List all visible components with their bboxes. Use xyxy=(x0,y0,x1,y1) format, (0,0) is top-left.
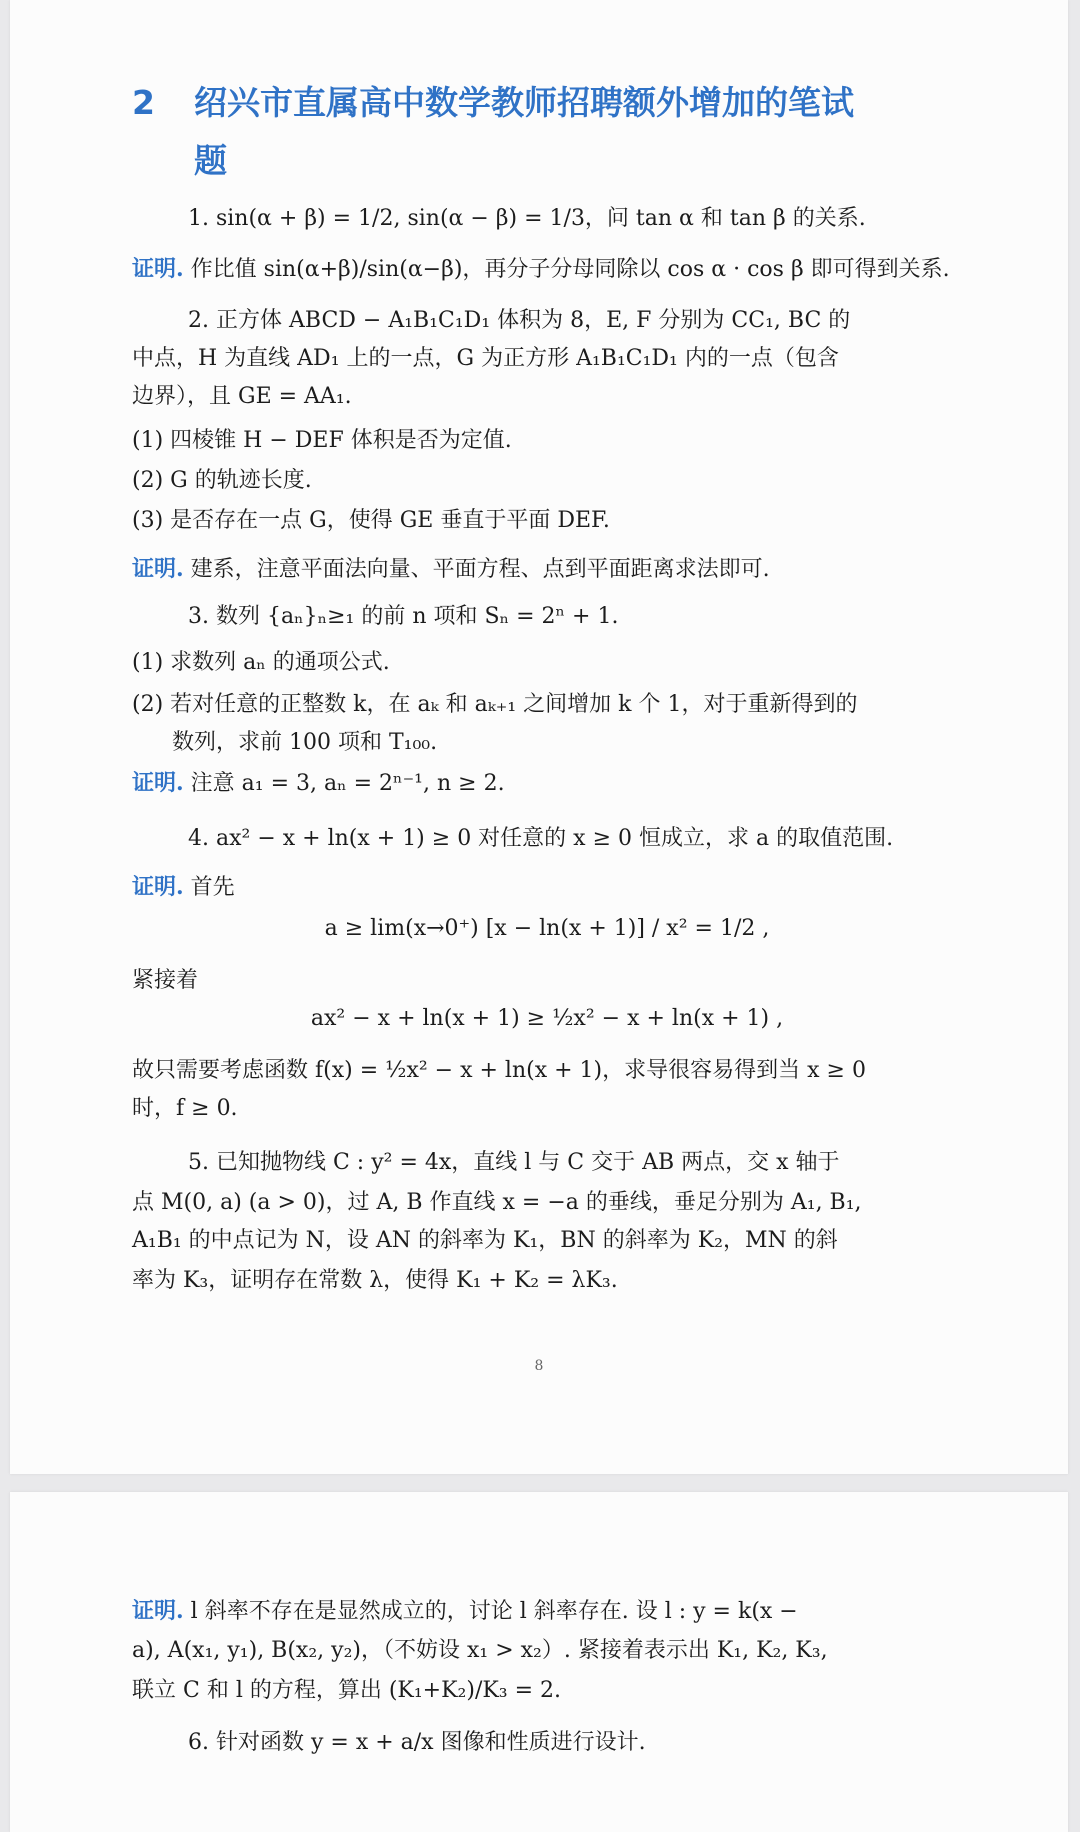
proof-3 xyxy=(132,768,962,799)
proof-1 xyxy=(132,254,962,285)
proof-label: 证明. xyxy=(132,256,184,282)
problem-3-line-1: 3. 数列 {aₙ}ₙ≥₁ 的前 n 项和 Sₙ = 2ⁿ + 1. xyxy=(188,604,619,629)
problem-2-line-3: 边界），且 GE = AA₁. xyxy=(132,384,352,409)
problem-2-line-1: 2. 正方体 ABCD − A₁B₁C₁D₁ 体积为 8，E, F 分别为 CC₁, BC 的 xyxy=(188,308,851,333)
proof-label: 证明. xyxy=(132,1598,184,1624)
proof-label: 证明. xyxy=(132,770,184,796)
proof-4-conclusion-line-2: 时，f ≥ 0. xyxy=(132,1096,238,1121)
proof-2 xyxy=(132,554,962,585)
problem-5-line-4: 率为 K₃，证明存在常数 λ，使得 K₁ + K₂ = λK₃. xyxy=(132,1268,618,1293)
equation-1: a ≥ lim(x→0⁺) [x − ln(x + 1)] / x² = 1/2 , xyxy=(324,916,770,941)
proof-5-line-2: a), A(x₁, y₁), B(x₂, y₂)，（不妨设 x₁ > x₂）. 紧接着表示出 K₁, K₂, K₃, xyxy=(132,1638,828,1663)
proof-5-line-1-text: l 斜率不存在是显然成立的，讨论 l 斜率存在. 设 l : y = k(x − xyxy=(190,1599,798,1624)
proof-4-then: 紧接着 xyxy=(132,968,199,993)
section-title-line-2: 题 xyxy=(194,141,227,180)
problem-3-question-1: (1) 求数列 aₙ 的通项公式. xyxy=(132,650,390,675)
proof-label: 证明. xyxy=(132,556,184,582)
proof-4-intro-text: 首先 xyxy=(190,875,235,900)
problem-3-question-2-line-2: 数列，求前 100 项和 T₁₀₀. xyxy=(172,730,438,755)
problem-3-question-2-line-1: (2) 若对任意的正整数 k，在 aₖ 和 aₖ₊₁ 之间增加 k 个 1，对于重新得到的 xyxy=(132,692,858,717)
problem-6: 6. 针对函数 y = x + a/x 图像和性质进行设计. xyxy=(188,1730,646,1755)
proof-2-text: 建系，注意平面法向量、平面方程、点到平面距离求法即可. xyxy=(190,557,770,582)
proof-1-text: 作比值 sin(α+β)/sin(α−β)，再分子分母同除以 cos α · cos β 即可得到关系. xyxy=(190,257,950,282)
problem-2-question-3: (3) 是否存在一点 G，使得 GE 垂直于平面 DEF. xyxy=(132,508,610,533)
proof-4-intro xyxy=(132,872,962,903)
document-page-2 xyxy=(10,1492,1068,1832)
problem-5-line-1: 5. 已知抛物线 C : y² = 4x，直线 l 与 C 交于 AB 两点，交 x 轴于 xyxy=(188,1150,840,1175)
problem-2-question-1: (1) 四棱锥 H − DEF 体积是否为定值. xyxy=(132,428,512,453)
problem-2-question-2: (2) G 的轨迹长度. xyxy=(132,468,312,493)
problem-2-line-2: 中点，H 为直线 AD₁ 上的一点，G 为正方形 A₁B₁C₁D₁ 内的一点（包含 xyxy=(132,346,839,371)
section-title-line-1: 绍兴市直属高中数学教师招聘额外增加的笔试 xyxy=(194,83,854,122)
document-page-1 xyxy=(10,0,1068,1474)
problem-5-line-2: 点 M(0, a) (a > 0)，过 A, B 作直线 x = −a 的垂线，垂足分别为 A₁, B₁, xyxy=(132,1190,862,1215)
problem-5-line-3: A₁B₁ 的中点记为 N，设 AN 的斜率为 K₁，BN 的斜率为 K₂，MN 的斜 xyxy=(132,1228,838,1253)
proof-4-conclusion-line-1: 故只需要考虑函数 f(x) = ½x² − x + ln(x + 1)，求导很容易得到当 x ≥ 0 xyxy=(132,1058,866,1083)
proof-label: 证明. xyxy=(132,874,184,900)
page-number: 8 xyxy=(534,1358,544,1374)
equation-2: ax² − x + ln(x + 1) ≥ ½x² − x + ln(x + 1) , xyxy=(310,1006,784,1031)
proof-3-text: 注意 a₁ = 3, aₙ = 2ⁿ⁻¹, n ≥ 2. xyxy=(190,771,505,796)
section-heading xyxy=(132,74,962,190)
proof-5-line-1 xyxy=(132,1596,962,1627)
proof-5-line-3: 联立 C 和 l 的方程，算出 (K₁+K₂)/K₃ = 2. xyxy=(132,1678,562,1703)
section-number: 2 xyxy=(132,83,155,122)
problem-4: 4. ax² − x + ln(x + 1) ≥ 0 对任意的 x ≥ 0 恒成立，求 a 的取值范围. xyxy=(188,826,894,851)
problem-1: 1. sin(α + β) = 1/2, sin(α − β) = 1/3，问 tan α 和 tan β 的关系. xyxy=(188,206,866,231)
